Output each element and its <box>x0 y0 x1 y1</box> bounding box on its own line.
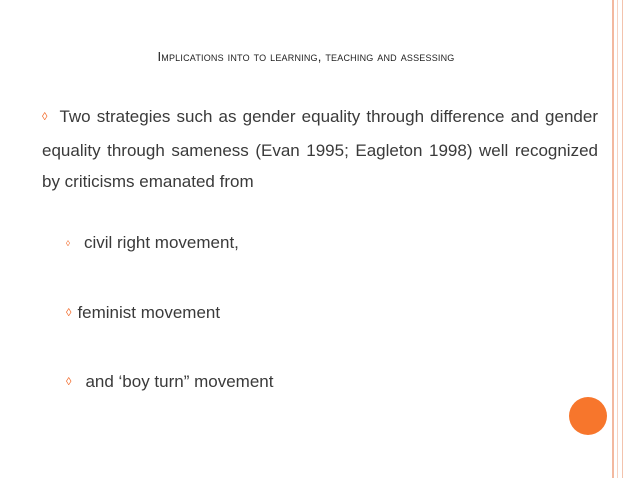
sub-bullet-text: and ‘boy turn” movement <box>85 372 274 391</box>
sub-bullet-item <box>66 233 239 253</box>
sub-bullet-item <box>66 303 220 323</box>
main-paragraph-text: Two strategies such as gender equality through difference and gender equality through sameness (Evan 1995; Eagleton 1998) well recognized by criticisms emanated from <box>42 107 598 191</box>
right-border-line <box>622 0 623 478</box>
right-border-line <box>617 0 618 478</box>
slide-title: Implications into to learning, teaching and assessing <box>157 49 455 64</box>
bullet-icon: ◊ <box>42 111 48 123</box>
sub-bullet-text: feminist movement <box>77 303 221 322</box>
bullet-icon: ◊ <box>66 239 70 248</box>
sub-bullet-item <box>66 372 273 392</box>
right-border-line <box>612 0 614 478</box>
bullet-icon: ◊ <box>66 307 72 319</box>
sub-bullet-text: civil right movement, <box>83 233 239 252</box>
bullet-icon: ◊ <box>66 376 72 388</box>
orange-circle-decoration <box>569 397 607 435</box>
main-paragraph <box>42 101 598 197</box>
